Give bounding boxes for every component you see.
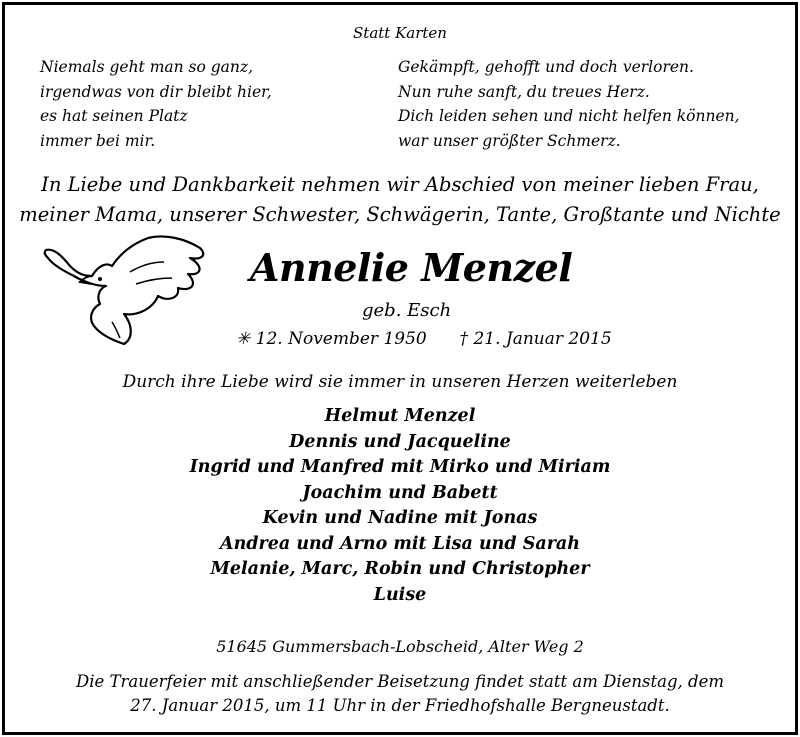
memorial-quote: Durch ihre Liebe wird sie immer in unseren Herzen weiterleben — [122, 372, 678, 392]
family-member: Helmut Menzel — [324, 406, 476, 426]
poem-left — [40, 55, 272, 153]
poem-left-line: immer bei mir. — [40, 131, 156, 150]
family-member: Ingrid und Manfred mit Mirko und Miriam — [189, 457, 611, 477]
address: 51645 Gummersbach-Lobscheid, Alter Weg 2 — [216, 637, 584, 656]
family-member: Kevin und Nadine mit Jonas — [262, 508, 538, 528]
intro-text — [0, 170, 800, 230]
death-symbol: † — [459, 329, 469, 349]
poem-right-line: Nun ruhe sanft, du treues Herz. — [398, 82, 650, 101]
poem-left-line: irgendwas von dir bleibt hier, — [40, 82, 272, 101]
family-member: Melanie, Marc, Robin und Christopher — [210, 559, 590, 579]
deceased-name: Annelie Menzel — [250, 245, 573, 290]
poem-left-line: es hat seinen Platz — [40, 107, 188, 125]
dove-icon — [40, 232, 215, 352]
notice-line: 27. Januar 2015, um 11 Uhr in der Friedhofshalle Bergneustadt. — [130, 696, 670, 715]
poem-right-line: Gekämpft, gehofft und doch verloren. — [398, 58, 694, 76]
family-list — [0, 404, 800, 608]
family-member: Luise — [373, 584, 427, 605]
funeral-notice — [0, 670, 800, 718]
life-dates — [236, 329, 612, 349]
intro-line: meiner Mama, unserer Schwester, Schwägerin, Tante, Großtante und Nichte — [19, 203, 781, 226]
poem-left-line: Niemals geht man so ganz, — [40, 58, 254, 76]
death-date: 21. Januar 2015 — [473, 329, 612, 349]
intro-line: In Liebe und Dankbarkeit nehmen wir Abschied von meiner lieben Frau, — [41, 173, 759, 196]
poem-right-line: Dich leiden sehen und nicht helfen können, — [398, 107, 740, 125]
family-member: Joachim und Babett — [302, 482, 498, 503]
birth-name: geb. Esch — [362, 300, 452, 321]
poem-right-line: war unser größter Schmerz. — [398, 131, 621, 150]
family-member: Dennis und Jacqueline — [289, 431, 511, 452]
birth-date: 12. November 1950 — [255, 329, 427, 349]
poem-right — [398, 55, 740, 153]
birth-symbol: ✳ — [236, 329, 251, 349]
header-statt-karten: Statt Karten — [353, 24, 447, 42]
notice-line: Die Trauerfeier mit anschließender Beisetzung findet statt am Dienstag, dem — [75, 672, 724, 691]
family-member: Andrea und Arno mit Lisa und Sarah — [220, 533, 580, 554]
